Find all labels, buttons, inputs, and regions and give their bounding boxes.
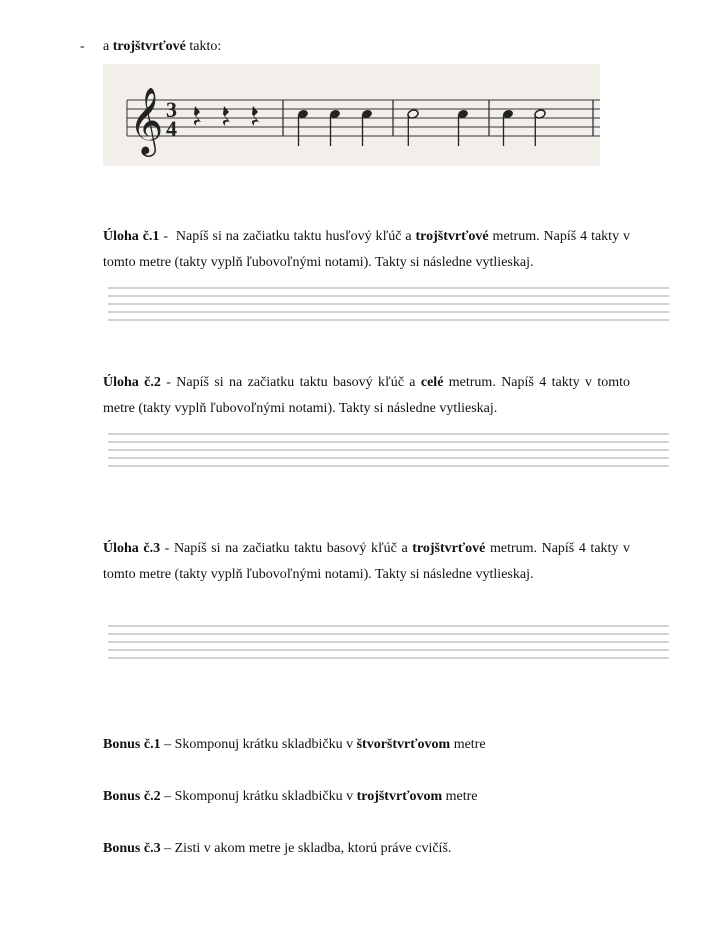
bonus-3-title: Bonus č.3 [103, 841, 161, 856]
empty-staff-1[interactable] [108, 287, 669, 327]
bonus-2: Bonus č.2 – Skomponuj krátku skladbičku v trojštvrťovom metre [103, 789, 478, 804]
music-score-example [103, 64, 600, 166]
task-3-text: Úloha č.3 - Napíš si na začiatku taktu basový kľúč a trojštvrťové metrum. Napíš 4 takty v tomto metre (takty vyplň ľubovoľnými notami). Takty si následne vytlieskaj. [103, 541, 631, 582]
task-2-title: Úloha č.2 [103, 375, 161, 390]
task-1-text: Úloha č.1 - Napíš si na začiatku taktu husľový kľúč a trojštvrťové metrum. Napíš 4 takty v tomto metre (takty vyplň ľubovoľnými notami). Takty si následne vytlieskaj. [103, 229, 631, 270]
task-2-text: Úloha č.2 - Napíš si na začiatku taktu basový kľúč a celé metrum. Napíš 4 takty v tomto metre (takty vyplň ľubovoľnými notami). Takty si následne vytlieskaj. [103, 375, 630, 416]
task-1-title: Úloha č.1 [103, 229, 160, 244]
treble-clef-icon: 𝄞 [129, 86, 164, 154]
time-signature-top: 3 [166, 97, 177, 122]
music-score-svg [103, 64, 600, 166]
list-dash: - [80, 39, 85, 54]
task-3-title: Úloha č.3 [103, 541, 161, 556]
intro-suffix: takto: [189, 39, 222, 54]
bonus-1-title: Bonus č.1 [103, 737, 161, 752]
bonus-1: Bonus č.1 – Skomponuj krátku skladbičku v štvorštvrťovom metre [103, 737, 486, 752]
bonus-2-title: Bonus č.2 [103, 789, 161, 804]
time-signature-bottom: 4 [166, 116, 177, 141]
intro-line [103, 34, 221, 60]
intro-bold: trojštvrťové [112, 39, 186, 54]
intro-prefix: a [103, 39, 110, 54]
empty-staff-2[interactable] [108, 433, 669, 473]
empty-staff-3[interactable] [108, 625, 669, 665]
bonus-3: Bonus č.3 – Zisti v akom metre je skladba, ktorú práve cvičíš. [103, 841, 452, 856]
